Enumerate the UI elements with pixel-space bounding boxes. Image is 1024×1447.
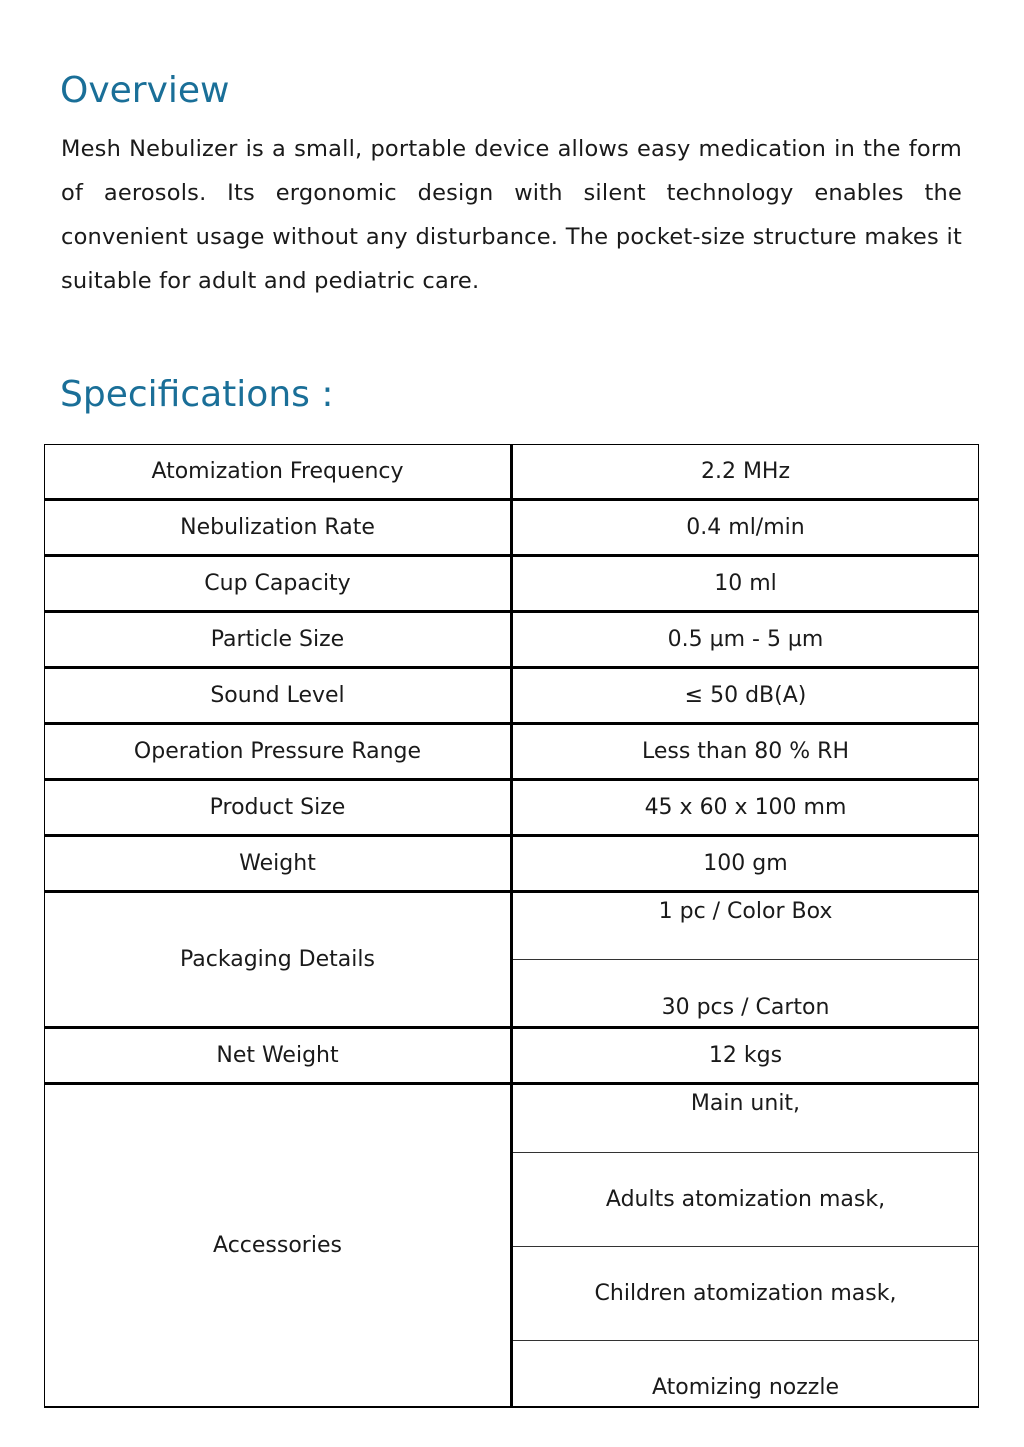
spec-value-stack	[512, 892, 979, 1028]
spec-label: Product Size	[45, 780, 512, 836]
spec-label: Accessories	[45, 1084, 512, 1408]
spec-label: Nebulization Rate	[45, 500, 512, 556]
spec-row-product-size	[45, 780, 979, 836]
spec-label: Particle Size	[45, 612, 512, 668]
spec-row-nebulization-rate	[45, 500, 979, 556]
specifications-table	[44, 444, 979, 1408]
spec-row-atomization-frequency	[45, 445, 979, 500]
spec-label: Cup Capacity	[45, 556, 512, 612]
spec-row-particle-size	[45, 612, 979, 668]
accessory-item: Main unit,	[513, 1085, 978, 1153]
accessory-item: Atomizing nozzle	[652, 1375, 839, 1400]
spec-value: 10 ml	[512, 556, 979, 612]
spec-label: Packaging Details	[45, 892, 512, 1028]
overview-paragraph: Mesh Nebulizer is a small, portable device allows easy medication in the form of aerosols. Its ergonomic design with silent technology enables the convenient usage without any disturbance. The pocket-size structure makes it suitable for adult and pediatric care.	[61, 136, 962, 294]
spec-value: Less than 80 % RH	[512, 724, 979, 780]
spec-row-cup-capacity	[45, 556, 979, 612]
overview-heading: Overview	[60, 70, 230, 111]
spec-value-stack	[512, 1084, 979, 1408]
spec-row-accessories	[45, 1084, 979, 1408]
accessory-item: Children atomization mask,	[513, 1247, 978, 1341]
spec-value: 45 x 60 x 100 mm	[512, 780, 979, 836]
spec-value: 100 gm	[512, 836, 979, 892]
specifications-heading: Specifications :	[60, 374, 334, 415]
spec-value: 0.4 ml/min	[512, 500, 979, 556]
packaging-item: 30 pcs / Carton	[661, 995, 830, 1020]
spec-row-sound-level	[45, 668, 979, 724]
spec-label: Sound Level	[45, 668, 512, 724]
spec-label: Net Weight	[45, 1028, 512, 1084]
spec-label: Weight	[45, 836, 512, 892]
spec-row-operation-pressure-range	[45, 724, 979, 780]
spec-row-net-weight	[45, 1028, 979, 1084]
accessory-item: Adults atomization mask,	[513, 1153, 978, 1247]
spec-label: Atomization Frequency	[45, 445, 512, 500]
spec-value: 0.5 µm - 5 µm	[512, 612, 979, 668]
spec-value: ≤ 50 dB(A)	[512, 668, 979, 724]
spec-row-packaging-details	[45, 892, 979, 1028]
spec-value: 12 kgs	[512, 1028, 979, 1084]
spec-row-weight	[45, 836, 979, 892]
packaging-item: 1 pc / Color Box	[513, 893, 978, 960]
spec-value: 2.2 MHz	[512, 445, 979, 500]
spec-label: Operation Pressure Range	[45, 724, 512, 780]
